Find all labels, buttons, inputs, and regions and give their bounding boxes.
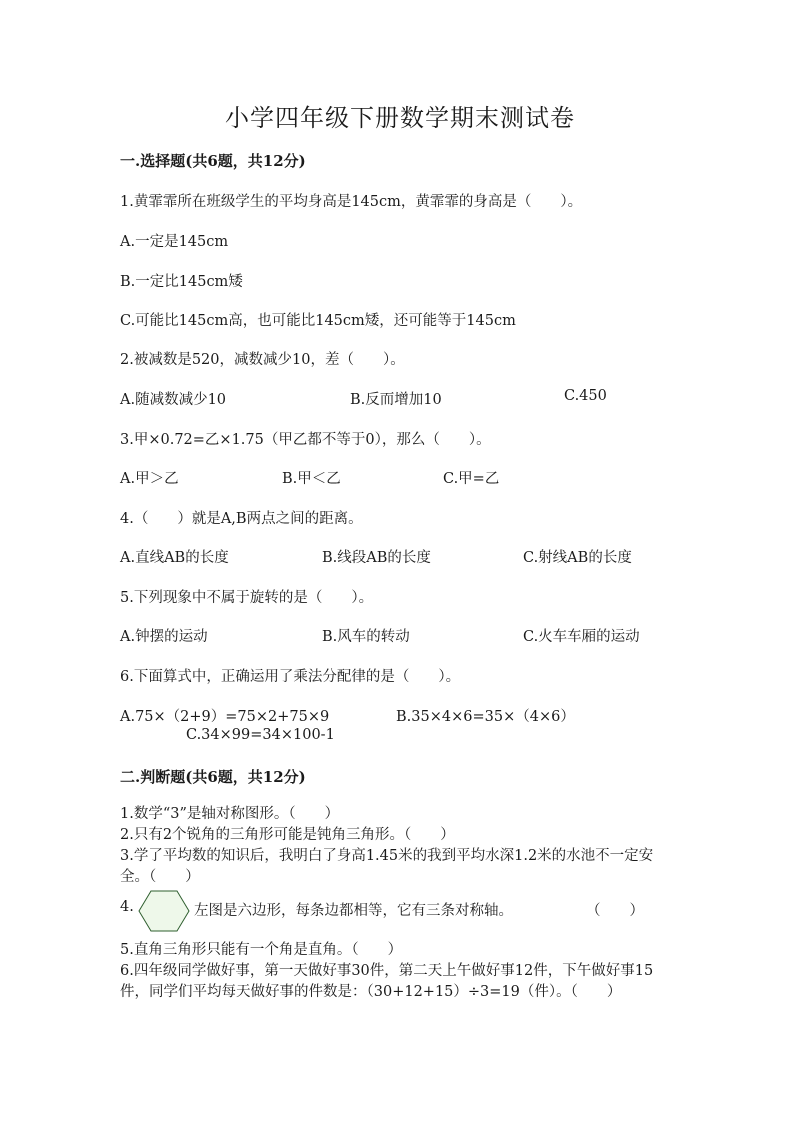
section-heading-judge: 二.判断题(共6题，共12分) — [120, 768, 306, 786]
judge-2: 2.只有2个锐角的三角形可能是钝角三角形。（ ） — [120, 827, 455, 843]
judge-5: 5.直角三角形只能有一个角是直角。（ ） — [120, 942, 403, 958]
judge-4-paren: （ ） — [586, 903, 644, 919]
question-1-option-c: C.可能比145cm高，也可能比145cm矮，还可能等于145cm — [120, 313, 516, 329]
question-2-option-b: B.反而增加10 — [350, 392, 442, 408]
question-4-option-a: A.直线AB的长度 — [120, 550, 229, 566]
question-6-option-a: A.75×（2+9）=75×2+75×9 — [120, 709, 330, 725]
question-3-stem: 3.甲×0.72=乙×1.75（甲乙都不等于0），那么（ ）。 — [120, 432, 491, 448]
question-6-option-b: B.35×4×6=35×（4×6） — [396, 709, 575, 725]
hexagon-figure — [138, 890, 190, 932]
hexagon-shape — [138, 890, 190, 932]
question-2-option-a: A.随减数减少10 — [120, 392, 227, 408]
question-3-option-a: A.甲＞乙 — [120, 471, 179, 487]
question-4-stem: 4.（ ）就是A,B两点之间的距离。 — [120, 511, 363, 527]
question-1-option-a: A.一定是145cm — [120, 234, 229, 250]
question-1-option-b: B.一定比145cm矮 — [120, 274, 243, 290]
judge-4-number: 4. — [120, 899, 134, 915]
question-3-option-b: B.甲＜乙 — [282, 471, 341, 487]
question-5-option-c: C.火车车厢的运动 — [523, 629, 640, 645]
section-heading-choice: 一.选择题(共6题，共12分) — [120, 152, 306, 170]
judge-4-text: 左图是六边形，每条边都相等，它有三条对称轴。 — [194, 903, 513, 919]
question-5-stem: 5.下列现象中不属于旋转的是（ ）。 — [120, 590, 374, 606]
question-4-option-c: C.射线AB的长度 — [523, 550, 632, 566]
question-6-stem: 6.下面算式中，正确运用了乘法分配律的是（ ）。 — [120, 669, 461, 685]
question-3-option-c: C.甲=乙 — [443, 471, 500, 487]
question-5-option-b: B.风车的转动 — [322, 629, 410, 645]
judge-6: 6.四年级同学做好事，第一天做好事30件，第二天上午做好事12件，下午做好事15件，同学们平均每天做好事的件数是：（30+12+15）÷3=19（件）。（ ） — [120, 963, 654, 1000]
page-title: 小学四年级下册数学期末测试卷 — [225, 104, 575, 132]
question-2-stem: 2.被减数是520，减数减少10，差（ ）。 — [120, 352, 405, 368]
question-4-option-b: B.线段AB的长度 — [322, 550, 431, 566]
question-2-option-c: C.450 — [564, 388, 607, 404]
judge-3: 3.学了平均数的知识后，我明白了身高1.45米的我到平均水深1.2米的水池不一定安全。（ ） — [120, 848, 654, 885]
question-5-option-a: A.钟摆的运动 — [120, 629, 208, 645]
question-1-stem: 1.黄霏霏所在班级学生的平均身高是145cm，黄霏霏的身高是（ ）。 — [120, 194, 583, 210]
question-6-option-c: C.34×99=34×100-1 — [186, 727, 335, 743]
judge-1: 1.数学“3”是轴对称图形。（ ） — [120, 806, 340, 822]
